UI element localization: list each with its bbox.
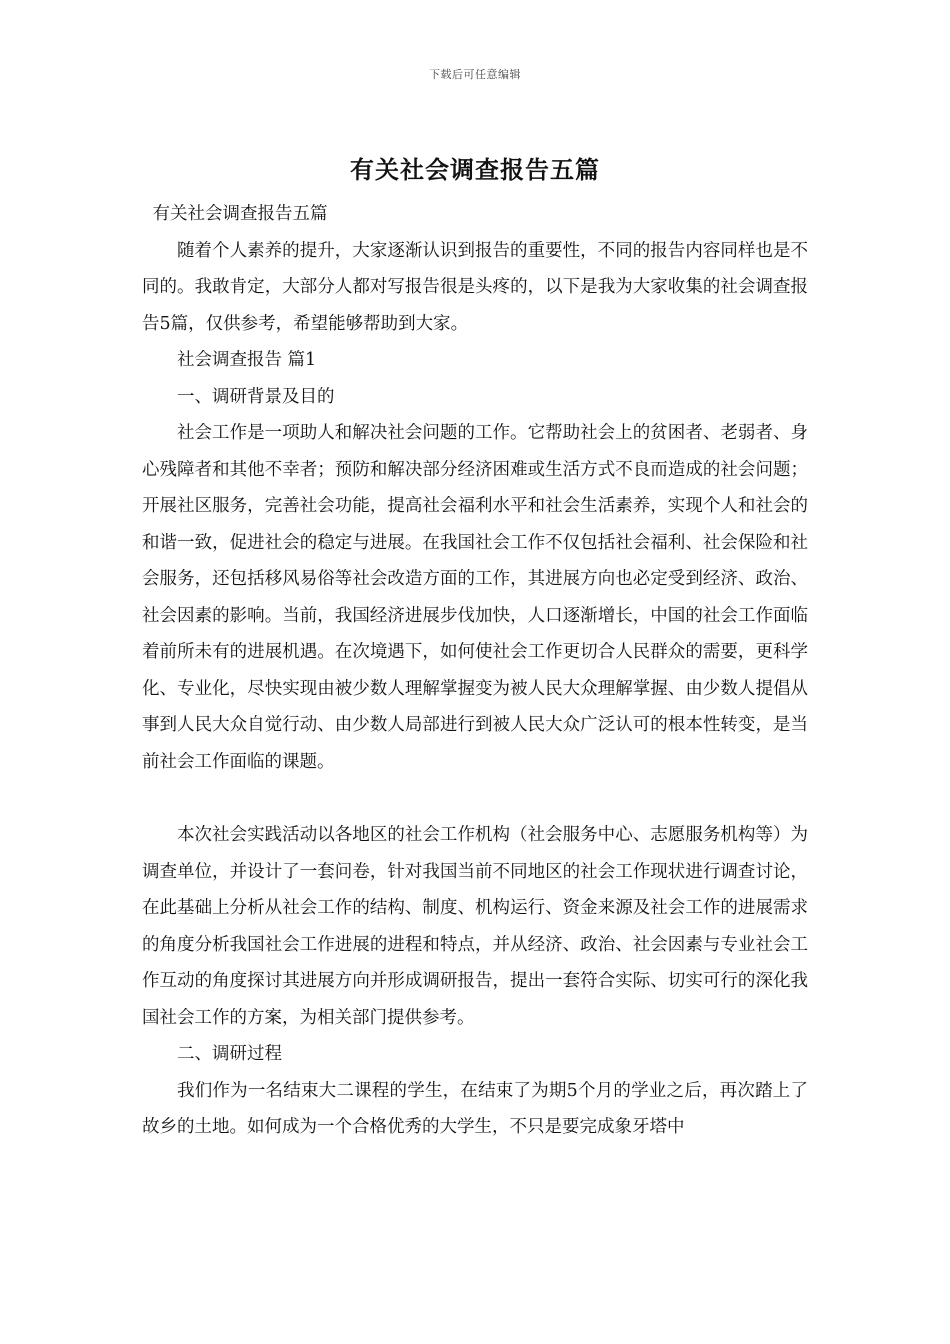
intro-paragraph: 随着个人素养的提升，大家逐渐认识到报告的重要性，不同的报告内容同样也是不同的。我敢肯定，大部分人都对写报告很是头疼的，以下是我为大家收集的社会调查报告5篇，仅供参考，希望能够帮助到大家。 xyxy=(142,240,808,334)
activity-paragraph: 本次社会实践活动以各地区的社会工作机构（社会服务中心、志愿服务机构等）为调查单位，并设计了一套问卷，针对我国当前不同地区的社会工作现状进行调查讨论，在此基础上分析从社会工作的结构、制度、机构运行、资金来源及社会工作的进展需求的角度分析我国社会工作进展的进程和特点，并从经济、政治、社会因素与专业社会工作互动的角度探讨其进展方向并形成调研报告，提出一套符合实际、切实可行的深化我国社会工作的方案，为相关部门提供参考。 xyxy=(142,825,808,1028)
document-title: 有关社会调查报告五篇 xyxy=(350,155,600,184)
page-header-note: 下载后可任意编辑 xyxy=(429,68,521,81)
background-paragraph: 社会工作是一项助人和解决社会问题的工作。它帮助社会上的贫困者、老弱者、身心残障者和其他不幸者；预防和解决部分经济困难或生活方式不良而造成的社会问题；开展社区服务，完善社会功能，提高社会福利水平和社会生活素养，实现个人和社会的和谐一致，促进社会的稳定与进展。在我国社会工作不仅包括社会福利、社会保险和社会服务，还包括移风易俗等社会改造方面的工作，其进展方向也必定受到经济、政治、社会因素的影响。当前，我国经济进展步伐加快，人口逐渐增长，中国的社会工作面临着前所未有的进展机遇。在次境遇下，如何使社会工作更切合人民群众的需要，更科学化、专业化，尽快实现由被少数人理解掌握变为被人民大众理解掌握、由少数人提倡从事到人民大众自觉行动、由少数人局部进行到被人民大众广泛认可的根本性转变，是当前社会工作面临的课题。 xyxy=(142,423,808,772)
paragraph-spacer xyxy=(142,780,808,817)
process-paragraph: 我们作为一名结束大二课程的学生，在结束了为期5个月的学业之后，再次踏上了故乡的土地。如何成为一个合格优秀的大学生，不只是要完成象牙塔中 xyxy=(142,1080,808,1137)
document-body xyxy=(142,196,808,1146)
report-heading: 社会调查报告 篇1 xyxy=(177,350,317,370)
section-heading-process: 二、调研过程 xyxy=(177,1044,282,1064)
section-heading-background: 一、调研背景及目的 xyxy=(177,386,335,407)
subtitle-paragraph: 有关社会调查报告五篇 xyxy=(152,204,328,224)
